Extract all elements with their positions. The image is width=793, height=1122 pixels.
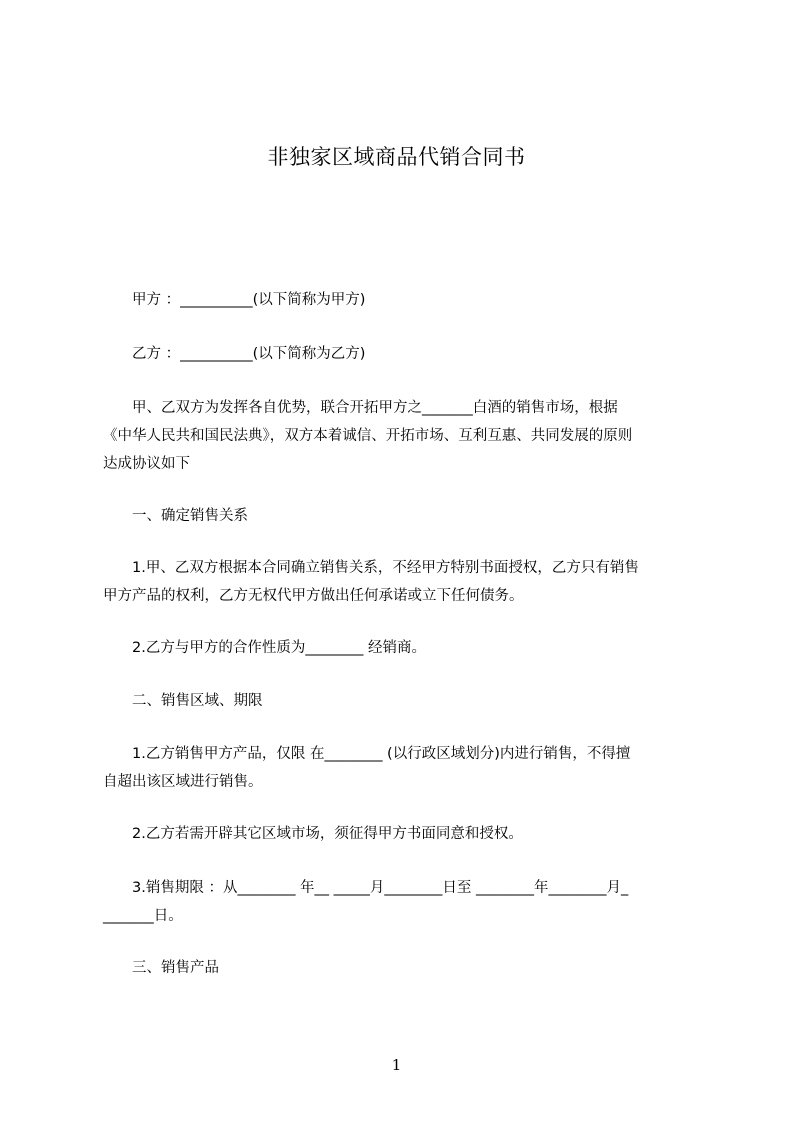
intro-paragraph [103, 394, 703, 478]
paragraph-line: 自超出该区域进行销售。 [103, 774, 263, 790]
party-a-line: 甲方 ：__________(以下简称为甲方) [103, 292, 366, 308]
section-3-heading: 三、销售产品 [103, 960, 219, 976]
intro-line: 达成协议如下 [103, 456, 190, 472]
paragraph-line: 甲方产品的权利，乙方无权代甲方做出任何承诺或立下任何债务。 [103, 588, 524, 604]
section-2-item-2: 2.乙方若需开辟其它区域市场，须征得甲方书面同意和授权。 [103, 826, 523, 842]
section-2-heading: 二、销售区域、期限 [103, 693, 263, 709]
page-number: 1 [391, 1056, 402, 1074]
section-2-item-3 [103, 874, 703, 930]
section-1-item-2: 2.乙方与甲方的合作性质为________ 经销商。 [103, 640, 426, 656]
section-2-item-1 [103, 740, 703, 796]
paragraph-line: 1.甲、乙双方根据本合同确立销售关系，不经甲方特别书面授权，乙方只有销售 [103, 560, 639, 576]
paragraph-line: 3.销售期限 ：从________ 年__ _____月________日至 ________年________月_ [103, 880, 629, 896]
section-1-item-1 [103, 554, 703, 610]
intro-line: 甲、乙双方为发挥各自优势，联合开拓甲方之_______白酒的销售市场，根据 [103, 400, 618, 416]
paragraph-line: _______日。 [103, 908, 183, 924]
party-b-line: 乙方 ：__________(以下简称为乙方) [103, 346, 366, 362]
intro-line: 《中华人民共和国民法典》，双方本着诚信、开拓市场、互利互惠、共同发展的原则 [103, 428, 633, 444]
section-1-heading: 一、确定销售关系 [103, 508, 248, 524]
document-title: 非独家区域商品代销合同书 [267, 145, 526, 169]
paragraph-line: 1.乙方销售甲方产品，仅限 在________ (以行政区域划分)内进行销售，不得擅 [103, 746, 631, 762]
